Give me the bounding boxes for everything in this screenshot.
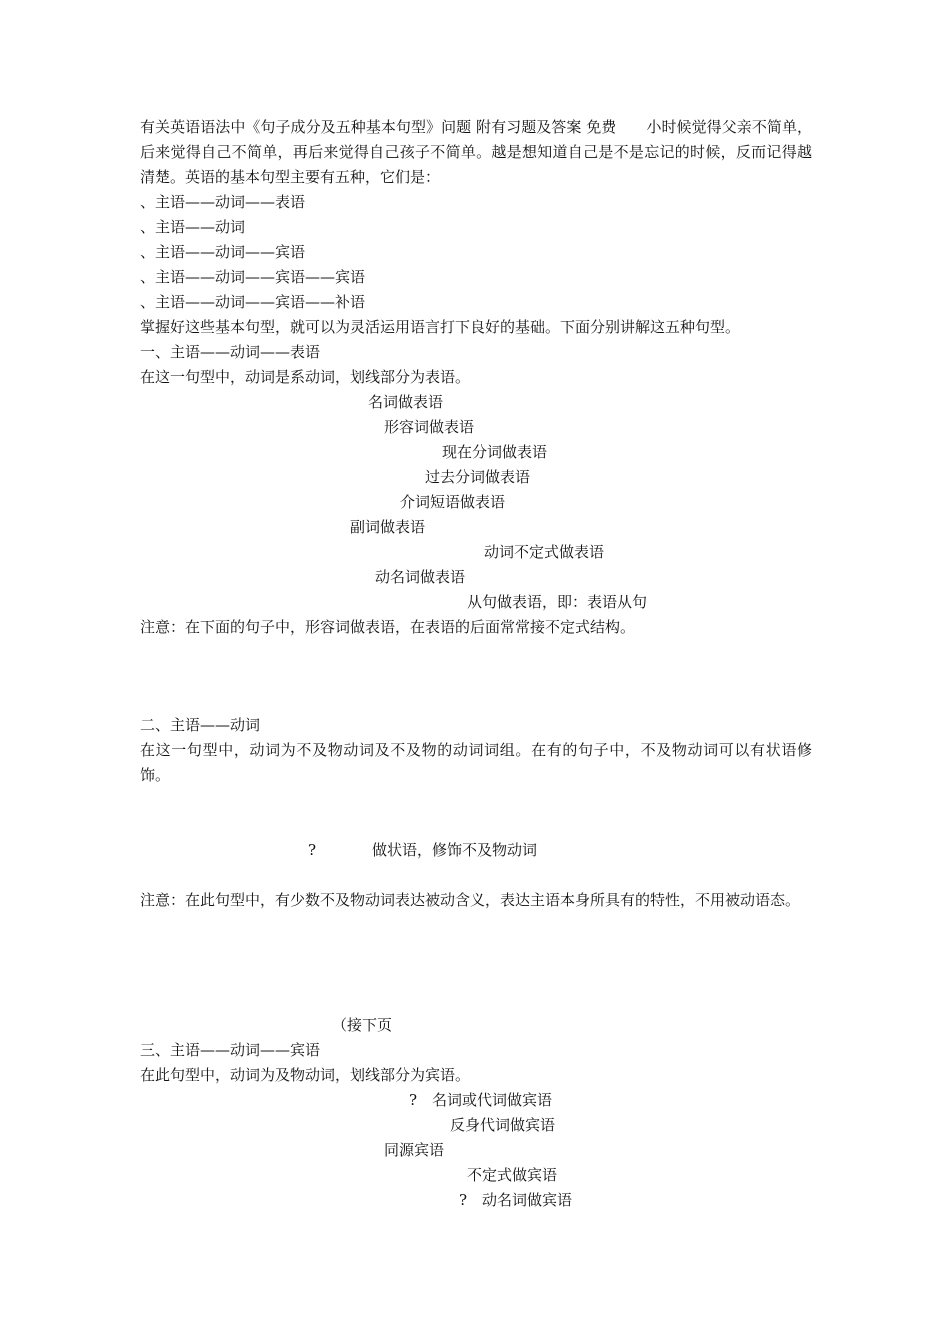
section1-note: 注意：在下面的句子中，形容词做表语，在表语的后面常常接不定式结构。 bbox=[140, 618, 636, 636]
section3-item: ? 动名词做宾语 bbox=[459, 1191, 573, 1209]
section1-item: 名词做表语 bbox=[368, 393, 444, 411]
summary-text: 掌握好这些基本句型，就可以为灵活运用语言打下良好的基础。下面分别讲解这五种句型。 bbox=[140, 318, 741, 336]
pattern-item-3: 、主语——动词——宾语 bbox=[140, 243, 306, 261]
section1-item: 过去分词做表语 bbox=[425, 468, 531, 486]
pattern-item-2: 、主语——动词 bbox=[140, 218, 246, 236]
section1-heading: 一、主语——动词——表语 bbox=[140, 343, 321, 361]
section3-heading: 三、主语——动词——宾语 bbox=[140, 1041, 321, 1059]
section1-description: 在这一句型中，动词是系动词，划线部分为表语。 bbox=[140, 368, 471, 386]
intro-paragraph: 有关英语语法中《句子成分及五种基本句型》问题 附有习题及答案 免费 小时候觉得父亲不简单，后来觉得自己不简单，再后来觉得自己孩子不简单。越是想知道自己是不是忘记的时候，反而记得越清楚。英语的基本句型主要有五种，它们是： bbox=[140, 118, 812, 186]
section1-item: 动词不定式做表语 bbox=[484, 543, 605, 561]
pattern-item-1: 、主语——动词——表语 bbox=[140, 193, 306, 211]
pattern-item-5: 、主语——动词——宾语——补语 bbox=[140, 293, 366, 311]
pattern-item-4: 、主语——动词——宾语——宾语 bbox=[140, 268, 366, 286]
section1-item: 形容词做表语 bbox=[384, 418, 475, 436]
section3-description: 在此句型中，动词为及物动词，划线部分为宾语。 bbox=[140, 1066, 471, 1084]
section3-item: 反身代词做宾语 bbox=[450, 1116, 556, 1134]
section3-item: 不定式做宾语 bbox=[467, 1166, 558, 1184]
section1-item: 现在分词做表语 bbox=[442, 443, 548, 461]
section1-item: 介词短语做表语 bbox=[400, 493, 506, 511]
section3-item: ? 名词或代词做宾语 bbox=[409, 1091, 553, 1109]
continued-label: （接下页 bbox=[332, 1016, 393, 1034]
section1-item: 从句做表语，即：表语从句 bbox=[467, 593, 648, 611]
section1-item: 动名词做表语 bbox=[375, 568, 466, 586]
section2-description: 在这一句型中，动词为不及物动词及不及物的动词词组。在有的句子中，不及物动词可以有状语修饰。 bbox=[140, 741, 812, 784]
section2-note: 注意：在此句型中，有少数不及物动词表达被动含义，表达主语本身所具有的特性，不用被动语态。 bbox=[140, 891, 801, 909]
section3-item: 同源宾语 bbox=[384, 1141, 445, 1159]
section1-item: 副词做表语 bbox=[350, 518, 426, 536]
section2-heading: 二、主语——动词 bbox=[140, 716, 261, 734]
section2-marker: ? bbox=[308, 841, 317, 859]
section2-item: 做状语，修饰不及物动词 bbox=[372, 841, 538, 859]
